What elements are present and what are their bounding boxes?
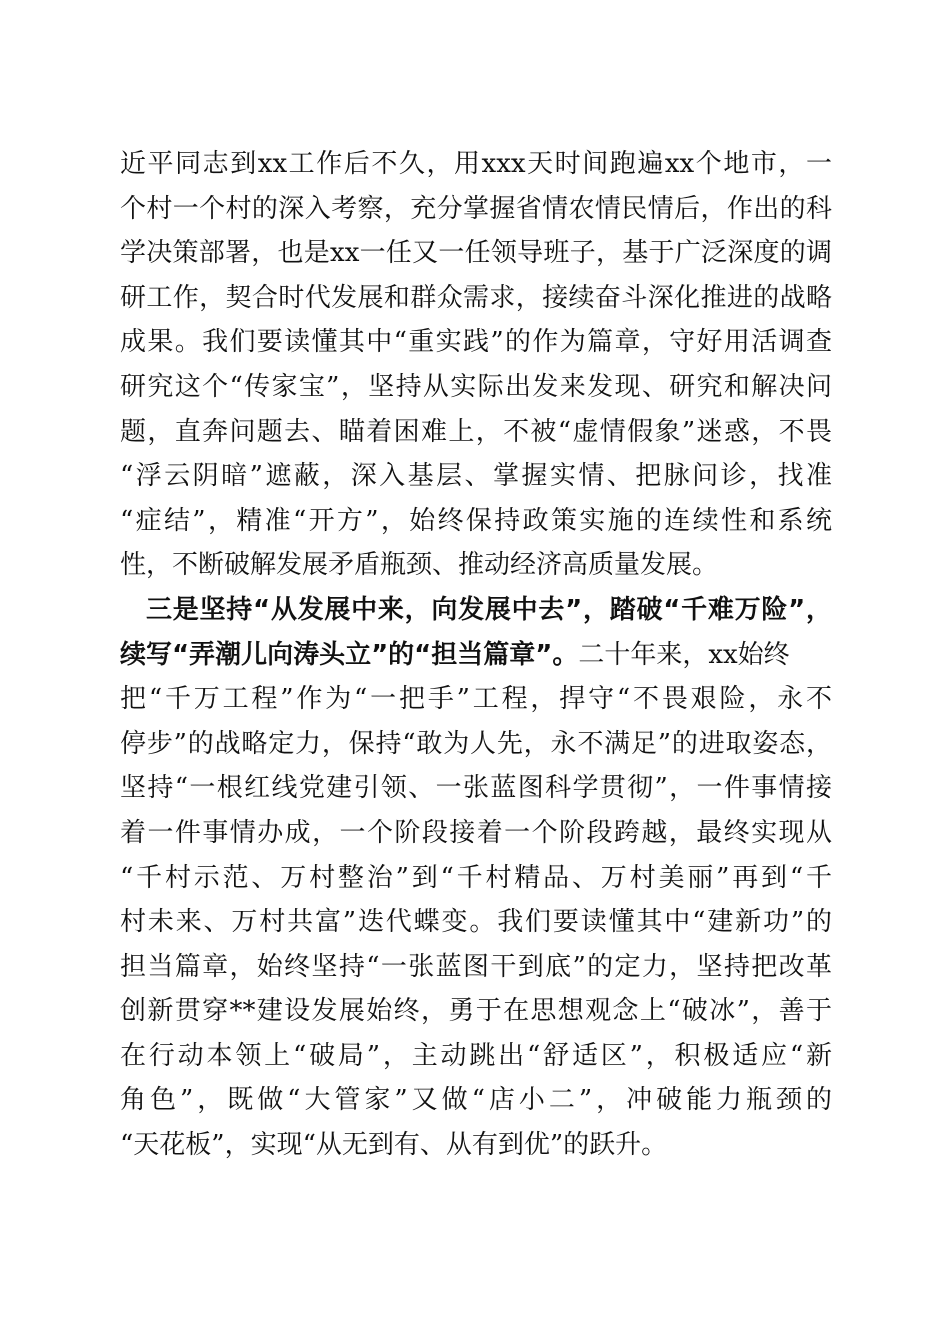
heading-line: 三是坚持“从发展中来，向发展中去”，踏破“千难万险”， (146, 594, 832, 625)
text-line: 停步”的战略定力，保持“敢为人先，永不满足”的进取姿态， (120, 728, 832, 759)
text-line: 在行动本领上“破局”，主动跳出“舒适区”，积极适应“新 (120, 1040, 832, 1071)
text-line: “症结”，精准“开方”，始终保持政策实施的连续性和系统 (120, 505, 832, 536)
paragraph-2 (120, 588, 832, 1168)
text-line: 着一件事情办成，一个阶段接着一个阶段跨越，最终实现从 (120, 817, 832, 848)
text-line: “千村示范、万村整治”到“千村精品、万村美丽”再到“千 (120, 862, 832, 893)
text-line: 研究这个“传家宝”，坚持从实际出发来发现、研究和解决问 (120, 371, 832, 402)
heading-tail-text: 二十年来，xx始终 (578, 639, 790, 670)
text-line: 个村一个村的深入考察，充分掌握省情农情民情后，作出的科 (120, 193, 832, 224)
text-line: 角色”，既做“大管家”又做“店小二”，冲破能力瓶颈的 (120, 1085, 832, 1116)
heading-text: 续写“弄潮儿向涛头立”的“担当篇章”。 (120, 639, 579, 670)
text-line: “天花板”，实现“从无到有、从有到优”的跃升。 (120, 1130, 668, 1161)
text-line: 成果。我们要读懂其中“重实践”的作为篇章，守好用活调查 (120, 327, 832, 358)
text-line: 坚持“一根红线党建引领、一张蓝图科学贯彻”，一件事情接 (120, 773, 832, 804)
text-line: 性，不断破解发展矛盾瓶颈、推动经济高质量发展。 (120, 550, 719, 581)
text-line: “浮云阴暗”遮蔽，深入基层、掌握实情、把脉问诊，找准 (120, 461, 832, 492)
text-line: 把“千万工程”作为“一把手”工程，捍守“不畏艰险，永不 (120, 684, 832, 715)
text-line: 创新贯穿**建设发展始终，勇于在思想观念上“破冰”，善于 (120, 996, 832, 1027)
document-body (120, 142, 832, 1168)
text-line: 担当篇章，始终坚持“一张蓝图干到底”的定力，坚持把改革 (120, 951, 832, 982)
text-line: 研工作，契合时代发展和群众需求，接续奋斗深化推进的战略 (120, 282, 832, 313)
text-line: 题，直奔问题去、瞄着困难上，不被“虚情假象”迷惑，不畏 (120, 416, 832, 447)
heading-line (120, 633, 832, 678)
paragraph-1 (120, 142, 832, 588)
text-line: 学决策部署，也是xx一任又一任领导班子，基于广泛深度的调 (120, 238, 832, 269)
text-line: 村未来、万村共富”迭代蝶变。我们要读懂其中“建新功”的 (120, 907, 832, 938)
text-line: 近平同志到xx工作后不久，用xxx天时间跑遍xx个地市，一 (120, 149, 832, 179)
